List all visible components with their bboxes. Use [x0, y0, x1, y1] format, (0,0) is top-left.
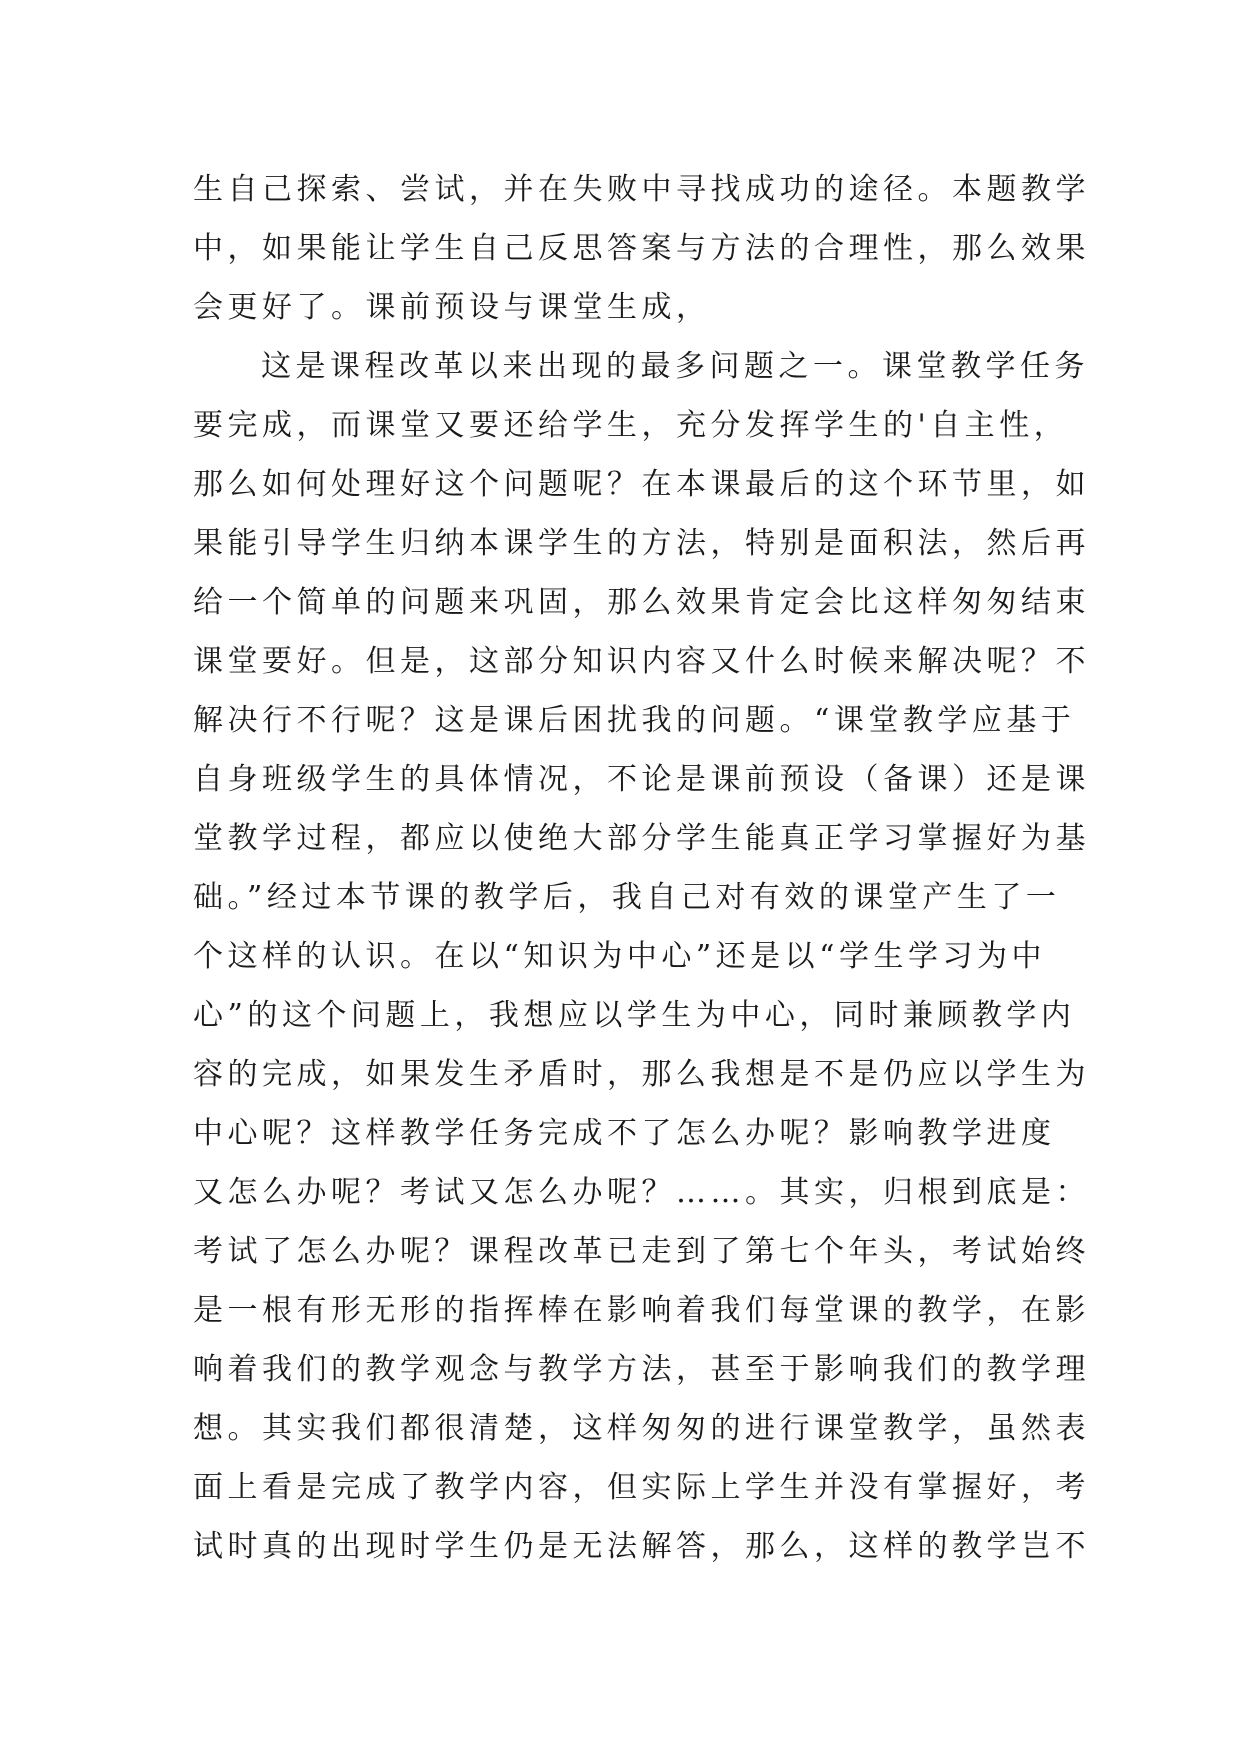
text-line: 又怎么办呢？考试又怎么办呢？……。其实，归根到底是：: [193, 1175, 1090, 1210]
text-line: 果能引导学生归纳本课学生的方法，特别是面积法，然后再: [193, 526, 1090, 561]
text-line: 个这样的认识。在以“知识为中心”还是以“学生学习为中: [193, 939, 1047, 974]
text-line: 础。”经过本节课的教学后，我自己对有效的课堂产生了一: [193, 880, 1061, 915]
text-line: 课堂要好。但是，这部分知识内容又什么时候来解决呢？不: [193, 644, 1090, 679]
text-line: 面上看是完成了教学内容，但实际上学生并没有掌握好，考: [193, 1470, 1090, 1505]
text-line: 生自己探索、尝试，并在失败中寻找成功的途径。本题教学: [193, 172, 1090, 207]
text-line: 响着我们的教学观念与教学方法，甚至于影响我们的教学理: [193, 1352, 1090, 1387]
text-line: 给一个简单的问题来巩固，那么效果肯定会比这样匆匆结束: [193, 585, 1090, 620]
text-line: 堂教学过程，都应以使绝大部分学生能真正学习掌握好为基: [193, 821, 1090, 856]
text-line: 解决行不行呢？这是课后困扰我的问题。“课堂教学应基于: [193, 703, 1076, 738]
text-line: 要完成，而课堂又要还给学生，充分发挥学生的'自主性，: [193, 408, 1069, 443]
text-line: 容的完成，如果发生矛盾时，那么我想是不是仍应以学生为: [193, 1057, 1090, 1092]
text-line: 自身班级学生的具体情况，不论是课前预设（备课）还是课: [193, 762, 1090, 797]
text-line: 中，如果能让学生自己反思答案与方法的合理性，那么效果: [193, 231, 1090, 266]
text-line: 这是课程改革以来出现的最多问题之一。课堂教学任务: [261, 349, 1089, 384]
body-text: [193, 160, 1090, 1576]
text-line: 想。其实我们都很清楚，这样匆匆的进行课堂教学，虽然表: [193, 1411, 1090, 1446]
text-line: 考试了怎么办呢？课程改革已走到了第七个年头，考试始终: [193, 1234, 1090, 1269]
text-line: 是一根有形无形的指挥棒在影响着我们每堂课的教学，在影: [193, 1293, 1090, 1328]
text-line: 试时真的出现时学生仍是无法解答，那么，这样的教学岂不: [193, 1529, 1090, 1564]
text-line: 会更好了。课前预设与课堂生成，: [193, 290, 711, 325]
text-line: 中心呢？这样教学任务完成不了怎么办呢？影响教学进度: [193, 1116, 1056, 1151]
text-line: 心”的这个问题上，我想应以学生为中心，同时兼顾教学内: [193, 998, 1076, 1033]
text-line: 那么如何处理好这个问题呢？在本课最后的这个环节里，如: [193, 467, 1090, 502]
